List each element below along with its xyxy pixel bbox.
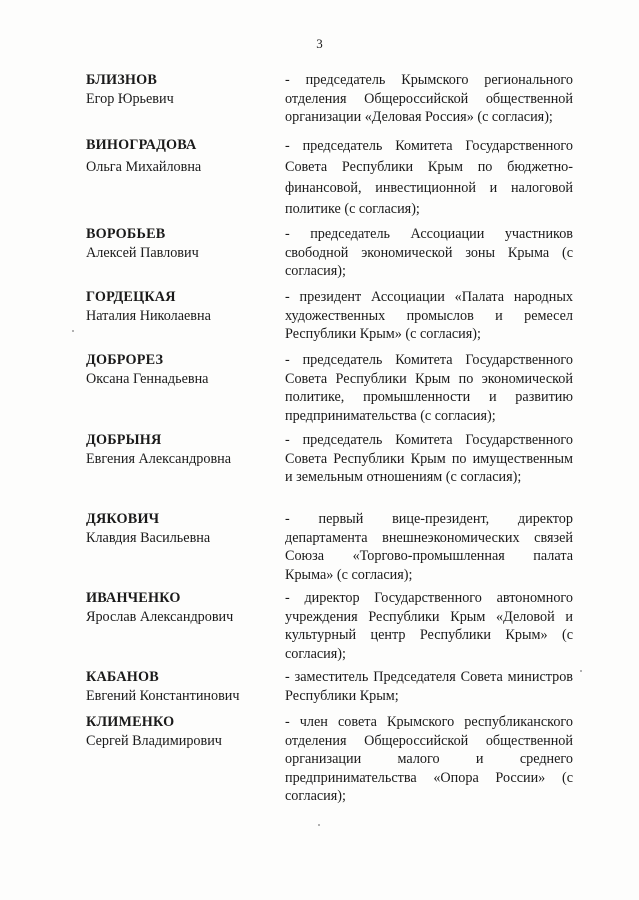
member-given-name: Клавдия Васильевна	[86, 530, 211, 546]
member-surname: ГОРДЕЦКАЯ	[86, 289, 176, 305]
member-position: - президент Ассоциации «Палата народных художественных промыслов и ремесел Республики Крым» (с согласия);	[285, 289, 573, 343]
member-name	[86, 713, 276, 751]
member-given-name: Наталия Николаевна	[86, 308, 211, 324]
member-surname: БЛИЗНОВ	[86, 72, 158, 88]
member-name	[86, 136, 276, 177]
member-position: - председатель Крымского регионального отделения Общероссийской общественной организации «Деловая Россия» (с согласия);	[285, 72, 573, 126]
member-name	[86, 510, 276, 548]
scan-speck	[318, 824, 320, 826]
member-position: - директор Государственного автономного учреждения Республики Крым «Деловой и культурный центр Республики Крым» (с согласия);	[285, 590, 573, 662]
member-surname: ДОБРОРЕЗ	[86, 352, 164, 368]
member-given-name: Егор Юрьевич	[86, 91, 174, 107]
member-surname: КАБАНОВ	[86, 669, 159, 685]
member-position: - заместитель Председателя Совета министров Республики Крым;	[285, 669, 573, 704]
member-given-name: Евгений Константинович	[86, 688, 240, 704]
member-position: - председатель Комитета Государственного Совета Республики Крым по экономической политике, промышленности и развитию предпринимательства (с согласия);	[285, 352, 573, 424]
member-position: - председатель Комитета Государственного Совета Республики Крым по бюджетно-финансовой, инвестиционной и налоговой политике (с согласия);	[285, 138, 573, 217]
member-name	[86, 668, 276, 706]
member-surname: ВИНОГРАДОВА	[86, 137, 197, 153]
member-position: - председатель Ассоциации участников свободной экономической зоны Крыма (с согласия);	[285, 226, 573, 280]
member-name	[86, 589, 276, 627]
member-given-name: Алексей Павлович	[86, 245, 199, 261]
member-given-name: Ольга Михайловна	[86, 159, 202, 175]
member-surname: ИВАНЧЕНКО	[86, 590, 181, 606]
scan-speck	[72, 330, 74, 332]
member-given-name: Сергей Владимирович	[86, 733, 222, 749]
member-surname: КЛИМЕНКО	[86, 714, 175, 730]
member-name	[86, 431, 276, 469]
member-given-name: Оксана Геннадьевна	[86, 371, 209, 387]
member-name	[86, 225, 276, 263]
member-position: - первый вице-президент, директор департамента внешнеэкономических связей Союза «Торгово-промышленная палата Крыма» (с согласия);	[285, 511, 573, 583]
member-name	[86, 71, 276, 109]
member-surname: ДЯКОВИЧ	[86, 511, 160, 527]
member-given-name: Евгения Александровна	[86, 451, 232, 467]
page-number: 3	[316, 36, 323, 51]
member-given-name: Ярослав Александрович	[86, 609, 234, 625]
scan-speck	[580, 670, 582, 672]
member-name	[86, 351, 276, 389]
member-surname: ВОРОБЬЕВ	[86, 226, 166, 242]
member-position: - член совета Крымского республиканского отделения Общероссийской общественной организации малого и среднего предпринимательства «Опора России» (с согласия);	[285, 714, 573, 805]
member-surname: ДОБРЫНЯ	[86, 432, 162, 448]
member-name	[86, 288, 276, 326]
member-position: - председатель Комитета Государственного Совета Республики Крым по имущественным и земельным отношениям (с согласия);	[285, 432, 573, 486]
